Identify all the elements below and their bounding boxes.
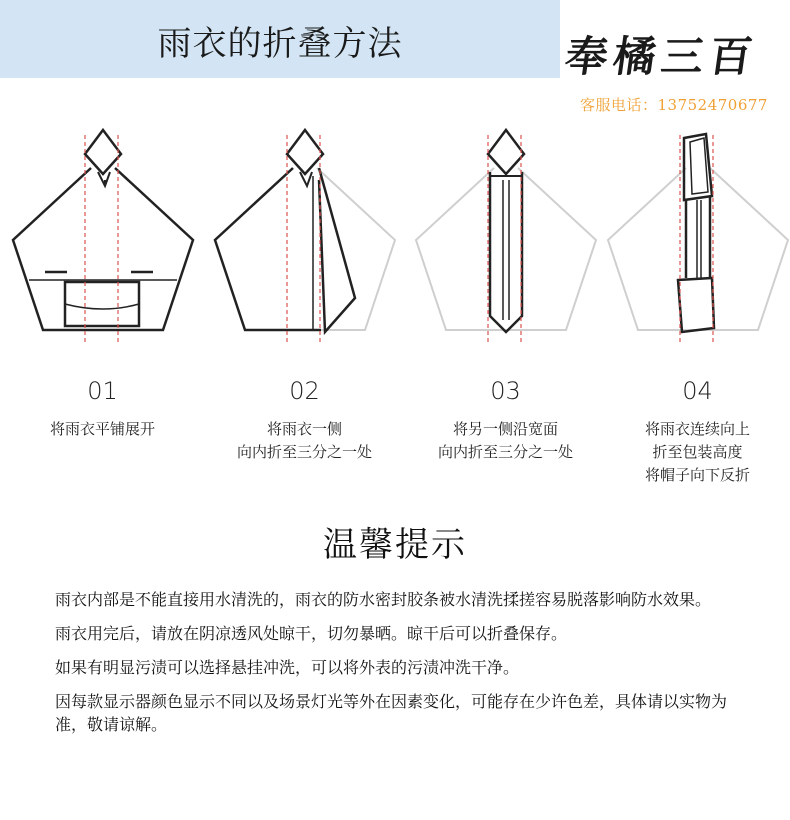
step-2-description: 将雨衣一侧 向内折至三分之一处 [236,420,372,461]
step-1 [5,120,200,490]
tip-item: 因每款显示器颜色显示不同以及场景灯光等外在因素变化，可能存在少许色差，具体请以实物为准，敬请谅解。 [55,692,728,734]
step-2-number: 02 [289,377,320,405]
step-4-raincoat-illustration [600,120,790,370]
step-3-raincoat-illustration [408,120,603,370]
step-4-number: 04 [682,377,713,405]
tip-item: 雨衣用完后，请放在阴凉透风处晾干，切勿暴晒。晾干后可以折叠保存。 [55,624,568,643]
tip-item: 雨衣内部是不能直接用水清洗的，雨衣的防水密封胶条被水清洗揉搓容易脱落影响防水效果。 [55,590,712,609]
step-2 [207,120,402,490]
step-1-number: 01 [87,377,118,405]
tips-heading: 温馨提示 [323,525,467,565]
header-banner [0,0,790,80]
step-3-description: 将另一侧沿宽面 向内折至三分之一处 [437,420,573,461]
step-1-raincoat-illustration [5,120,200,370]
step-3-number: 03 [490,377,521,405]
step-2-raincoat-illustration [207,120,402,370]
tip-item: 如果有明显污渍可以选择悬挂冲洗，可以将外表的污渍冲洗干净。 [55,658,520,677]
customer-service-phone: 客服电话：13752470677 [580,96,768,114]
page-title: 雨衣的折叠方法 [157,23,403,64]
tips-list [55,588,755,747]
step-4 [600,120,790,490]
step-1-description: 将雨衣平铺展开 [49,420,155,438]
step-4-description: 将雨衣连续向上 折至包装高度 将帽子向下反折 [644,420,750,484]
brand-logo: 奉橘三百 [562,32,762,81]
step-3 [408,120,603,490]
